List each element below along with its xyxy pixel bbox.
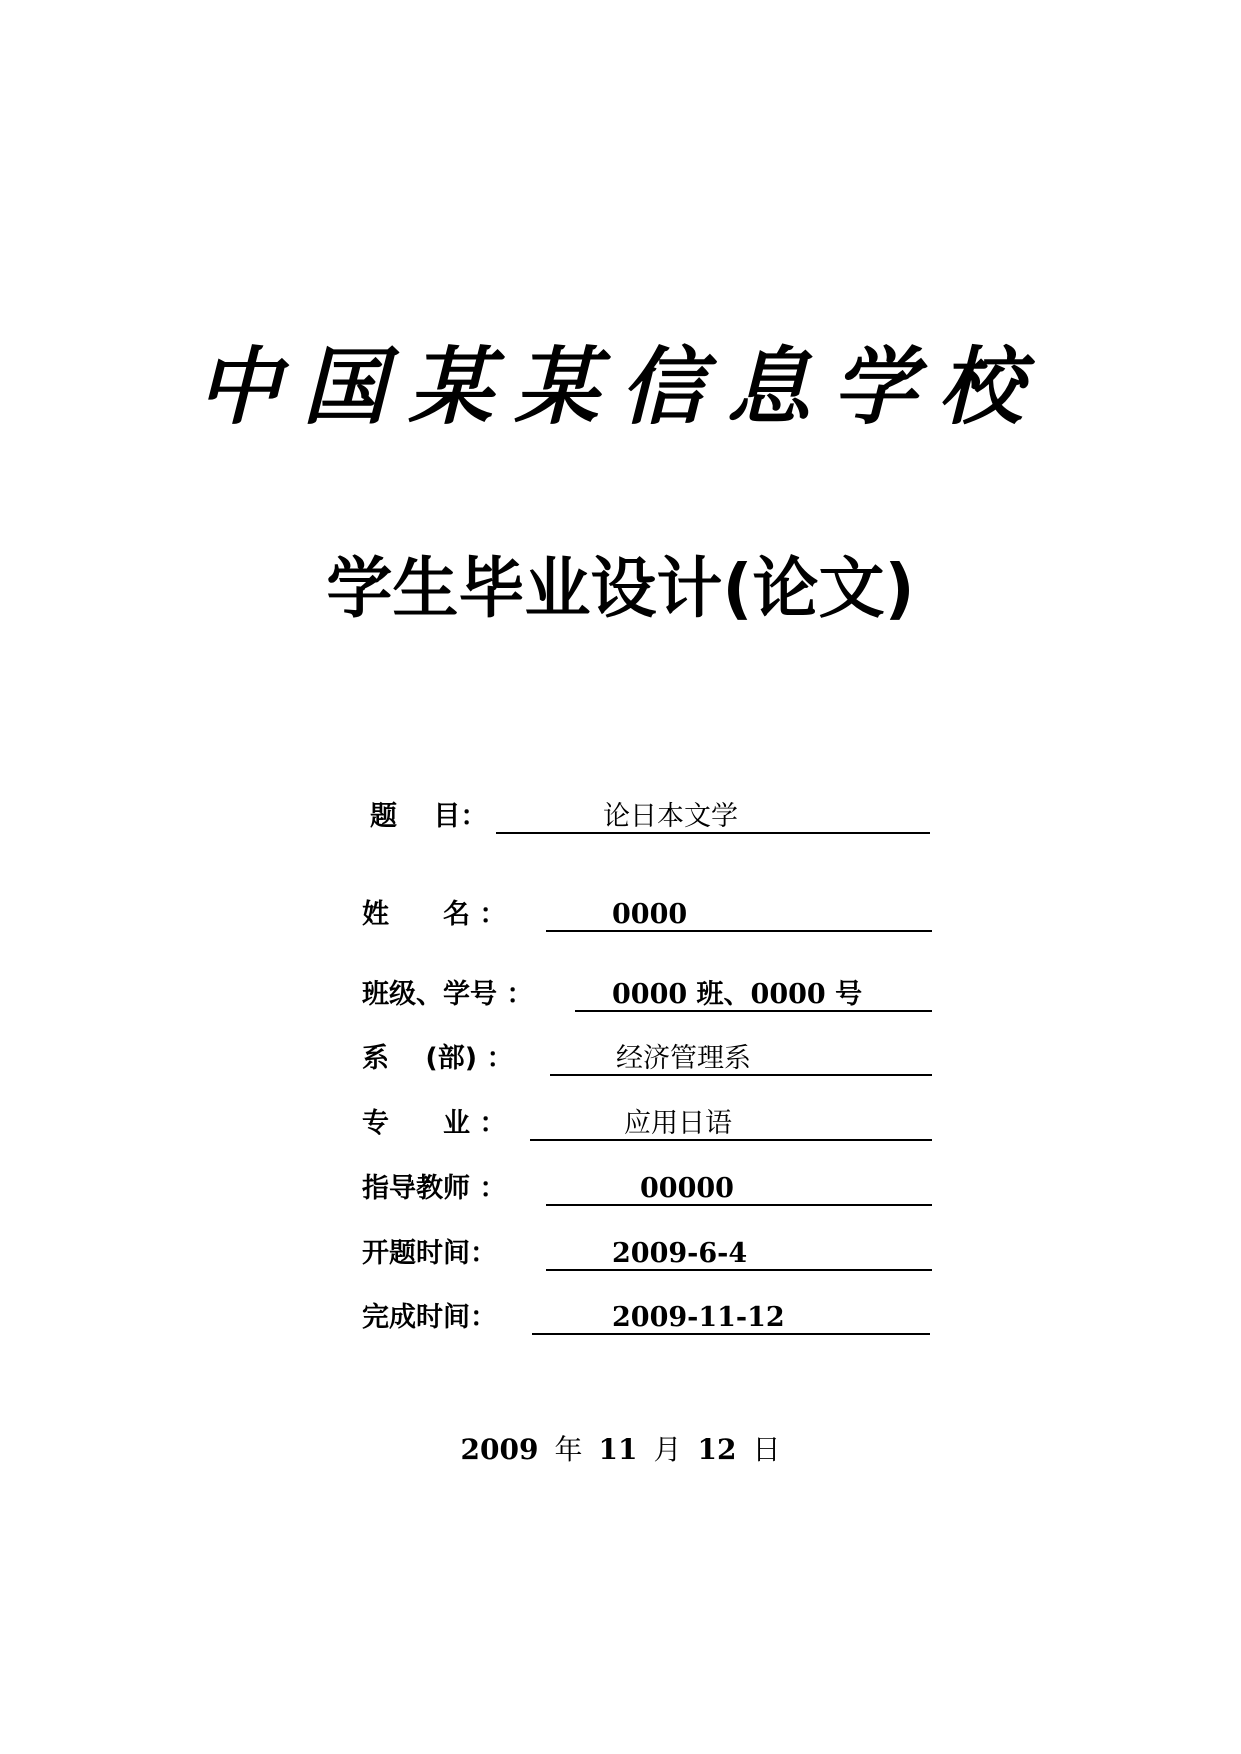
- document-title: 学生毕业设计(论文): [326, 550, 915, 627]
- field-department-label: 系 (部) ：: [362, 1043, 514, 1074]
- date-day-unit: 日: [752, 1433, 781, 1466]
- field-topic-value: 论日本文学: [603, 801, 738, 832]
- date-month: 11: [598, 1433, 638, 1466]
- field-name-underline: [546, 890, 932, 932]
- field-name-value: 0000: [612, 899, 688, 930]
- field-advisor-label: 指导教师 ：: [362, 1173, 507, 1204]
- field-finish-time-value: 2009-11-12: [612, 1302, 785, 1333]
- field-major-value: 应用日语: [624, 1108, 732, 1139]
- field-class-id-value: 0000 班、0000 号: [612, 979, 863, 1010]
- school-name: 中国某某信息学校: [196, 337, 1045, 436]
- cover-date: [0, 1428, 1241, 1468]
- field-start-time-value: 2009-6-4: [612, 1238, 748, 1269]
- field-start-time: [362, 1227, 932, 1271]
- field-name: [362, 888, 932, 932]
- field-start-time-label: 开题时间：: [362, 1238, 497, 1269]
- field-finish-time-label: 完成时间：: [362, 1302, 497, 1333]
- field-finish-time: [362, 1291, 930, 1335]
- field-department: [362, 1032, 932, 1076]
- field-advisor: [362, 1162, 932, 1206]
- date-day: 12: [697, 1433, 737, 1466]
- field-class-id: [362, 968, 932, 1012]
- date-year: 2009: [460, 1433, 539, 1466]
- field-class-id-label: 班级、学号 ：: [362, 979, 534, 1010]
- field-advisor-underline: [546, 1164, 932, 1206]
- field-major-label: 专 业 ：: [362, 1108, 507, 1139]
- field-topic: [370, 790, 930, 834]
- field-advisor-value: 00000: [640, 1173, 734, 1204]
- date-year-unit: 年: [554, 1433, 583, 1466]
- date-month-unit: 月: [653, 1433, 682, 1466]
- field-topic-label: 题 目：: [370, 801, 488, 832]
- field-department-value: 经济管理系: [616, 1043, 751, 1074]
- field-name-label: 姓 名 ：: [362, 899, 507, 930]
- field-major: [362, 1097, 932, 1141]
